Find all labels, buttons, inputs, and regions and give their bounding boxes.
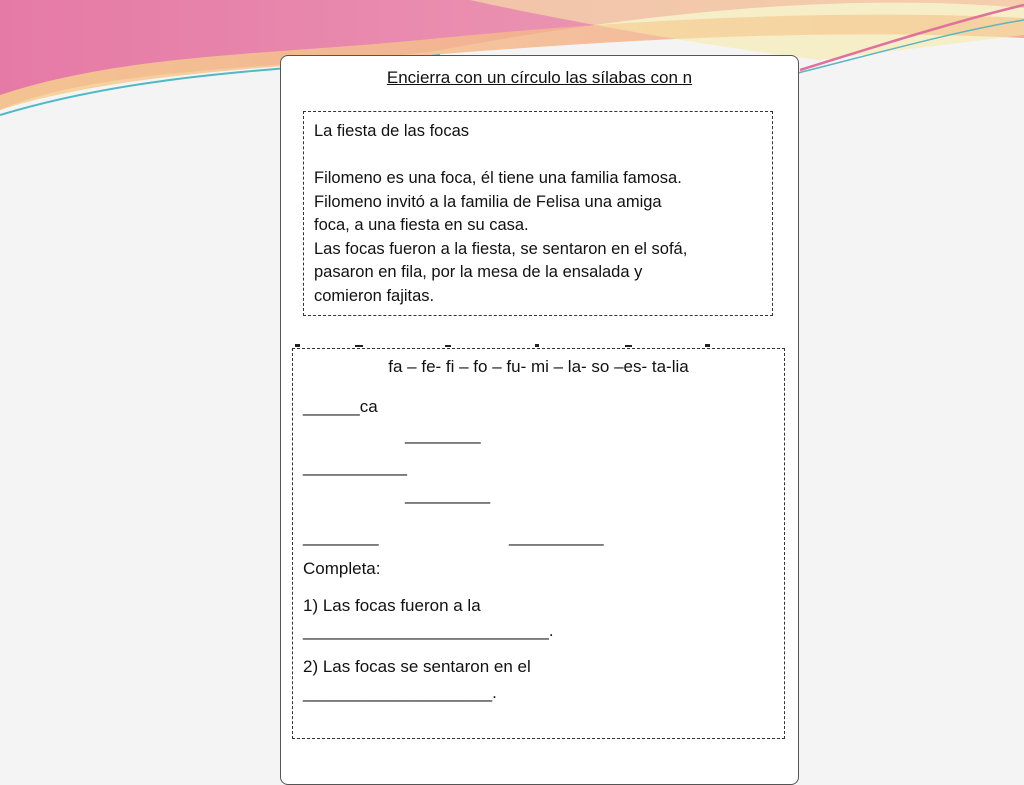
answer-line: __________________________.: [303, 621, 554, 640]
blank-line: ___________: [303, 457, 408, 476]
story-line: Filomeno invitó a la familia de Felisa una amiga: [314, 192, 662, 211]
blank-line: ________: [405, 425, 481, 444]
blank-line: ______ca: [303, 397, 378, 416]
story-line: pasaron en fila, por la mesa de la ensalada y: [314, 263, 643, 281]
blank-line: __________: [509, 527, 604, 546]
question-prompt: 2) Las focas se sentaron en el: [303, 657, 531, 676]
story-line: Las focas fueron a la fiesta, se sentaron en el sofá,: [314, 239, 688, 258]
complete-label: Completa:: [303, 559, 381, 578]
story-line: comieron fajitas.: [314, 286, 435, 305]
story-gap: [314, 144, 762, 168]
story-line: Filomeno es una foca, él tiene una familia famosa.: [314, 169, 682, 187]
worksheet-card: [280, 55, 799, 785]
answer-line: ____________________.: [303, 683, 497, 702]
story-title: La fiesta de las focas: [314, 122, 470, 140]
syllable-list: fa – fe- fi – fo – fu- mi – la- so –es- ta-lia: [388, 357, 689, 376]
blank-line: _________: [405, 485, 491, 504]
story-line: foca, a una fiesta en su casa.: [314, 216, 529, 234]
blank-line: ________: [303, 527, 379, 546]
story-box: [303, 111, 773, 316]
question-prompt: 1) Las focas fueron a la: [303, 596, 481, 615]
exercise-box: [292, 348, 785, 739]
page-title: Encierra con un círculo las sílabas con n: [386, 68, 693, 87]
